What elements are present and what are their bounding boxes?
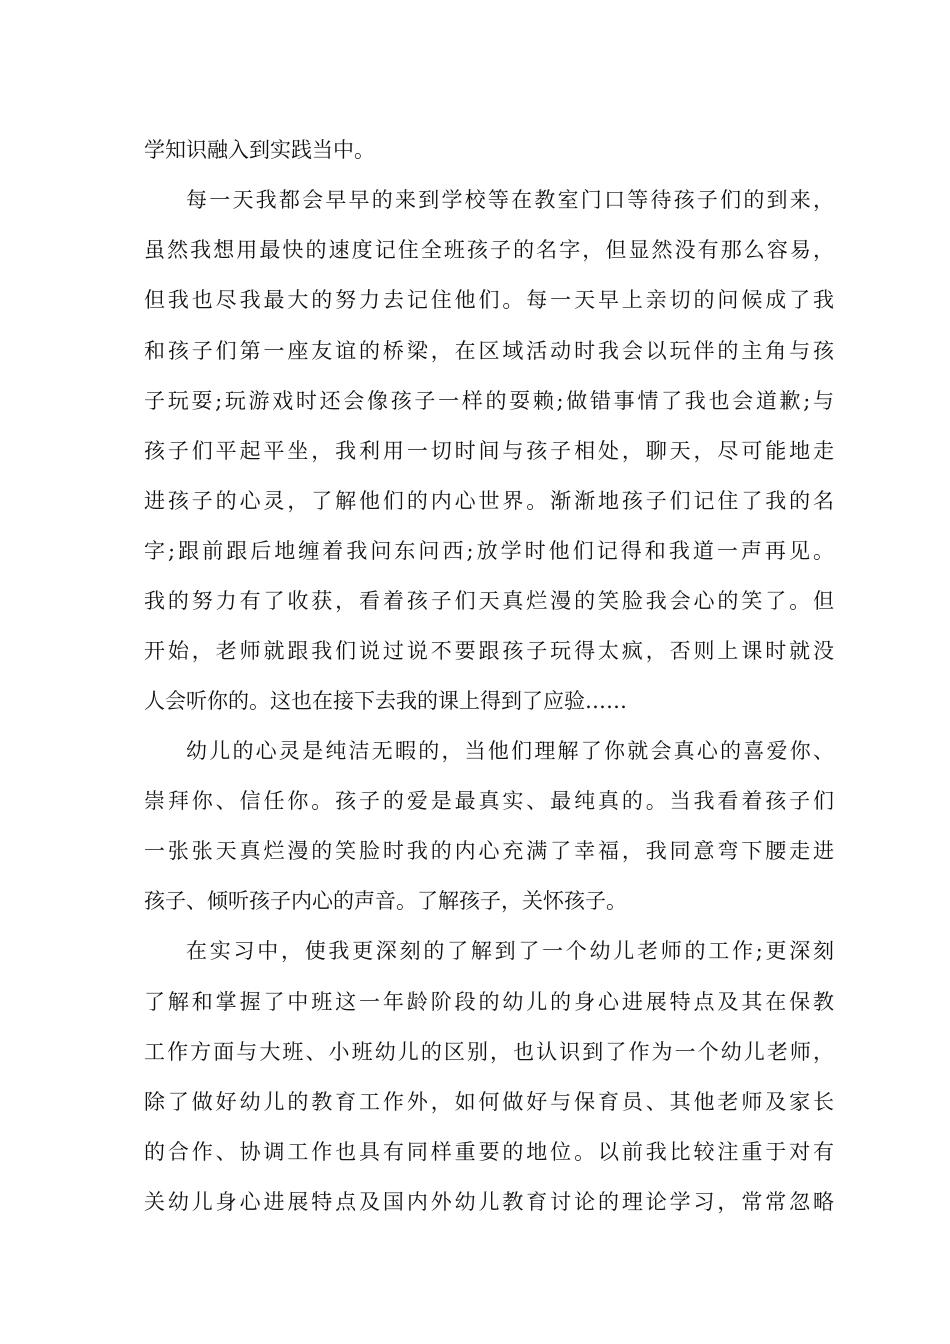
text-line: 孩子、倾听孩子内心的声音。了解孩子，关怀孩子。 [144, 889, 627, 913]
text-line: 学知识融入到实践当中。 [144, 138, 375, 162]
text-line: 开始，老师就跟我们说过说不要跟孩子玩得太疯，否则上课时就没 [144, 639, 834, 663]
paragraph-first-line: 在实习中，使我更深刻的了解到了一个幼儿老师的工作;更深刻 [186, 939, 834, 963]
text-line: 但我也尽我最大的努力去记住他们。每一天早上亲切的问候成了我 [144, 288, 834, 312]
paragraph-first-line: 每一天我都会早早的来到学校等在教室门口等待孩子们的到来， [186, 188, 834, 212]
text-line: 关幼儿身心进展特点及国内外幼儿教育讨论的理论学习，常常忽略 [144, 1190, 834, 1214]
text-line: 字;跟前跟后地缠着我问东问西;放学时他们记得和我道一声再见。 [144, 539, 834, 563]
text-line: 一张张天真烂漫的笑脸时我的内心充满了幸福，我同意弯下腰走进 [144, 839, 834, 863]
text-line: 孩子们平起平坐，我利用一切时间与孩子相处，聊天，尽可能地走 [144, 439, 834, 463]
text-line: 和孩子们第一座友谊的桥梁，在区域活动时我会以玩伴的主角与孩 [144, 339, 834, 363]
paragraph-first-line: 幼儿的心灵是纯洁无暇的，当他们理解了你就会真心的喜爱你、 [186, 739, 834, 763]
text-line: 我的努力有了收获，看着孩子们天真烂漫的笑脸我会心的笑了。但 [144, 589, 834, 613]
text-line: 除了做好幼儿的教育工作外，如何做好与保育员、其他老师及家长 [144, 1090, 834, 1114]
text-line: 崇拜你、信任你。孩子的爱是最真实、最纯真的。当我看着孩子们 [144, 789, 834, 813]
text-line: 了解和掌握了中班这一年龄阶段的幼儿的身心进展特点及其在保教 [144, 990, 834, 1014]
text-line: 人会听你的。这也在接下去我的课上得到了应验…… [144, 689, 627, 713]
text-line: 进孩子的心灵，了解他们的内心世界。渐渐地孩子们记住了我的名 [144, 489, 834, 513]
text-line: 的合作、协调工作也具有同样重要的地位。以前我比较注重于对有 [144, 1140, 834, 1164]
text-line: 虽然我想用最快的速度记住全班孩子的名字，但显然没有那么容易， [144, 238, 834, 262]
text-line: 工作方面与大班、小班幼儿的区别，也认识到了作为一个幼儿老师， [144, 1040, 834, 1064]
text-line: 子玩耍;玩游戏时还会像孩子一样的耍赖;做错事情了我也会道歉;与 [144, 389, 834, 413]
